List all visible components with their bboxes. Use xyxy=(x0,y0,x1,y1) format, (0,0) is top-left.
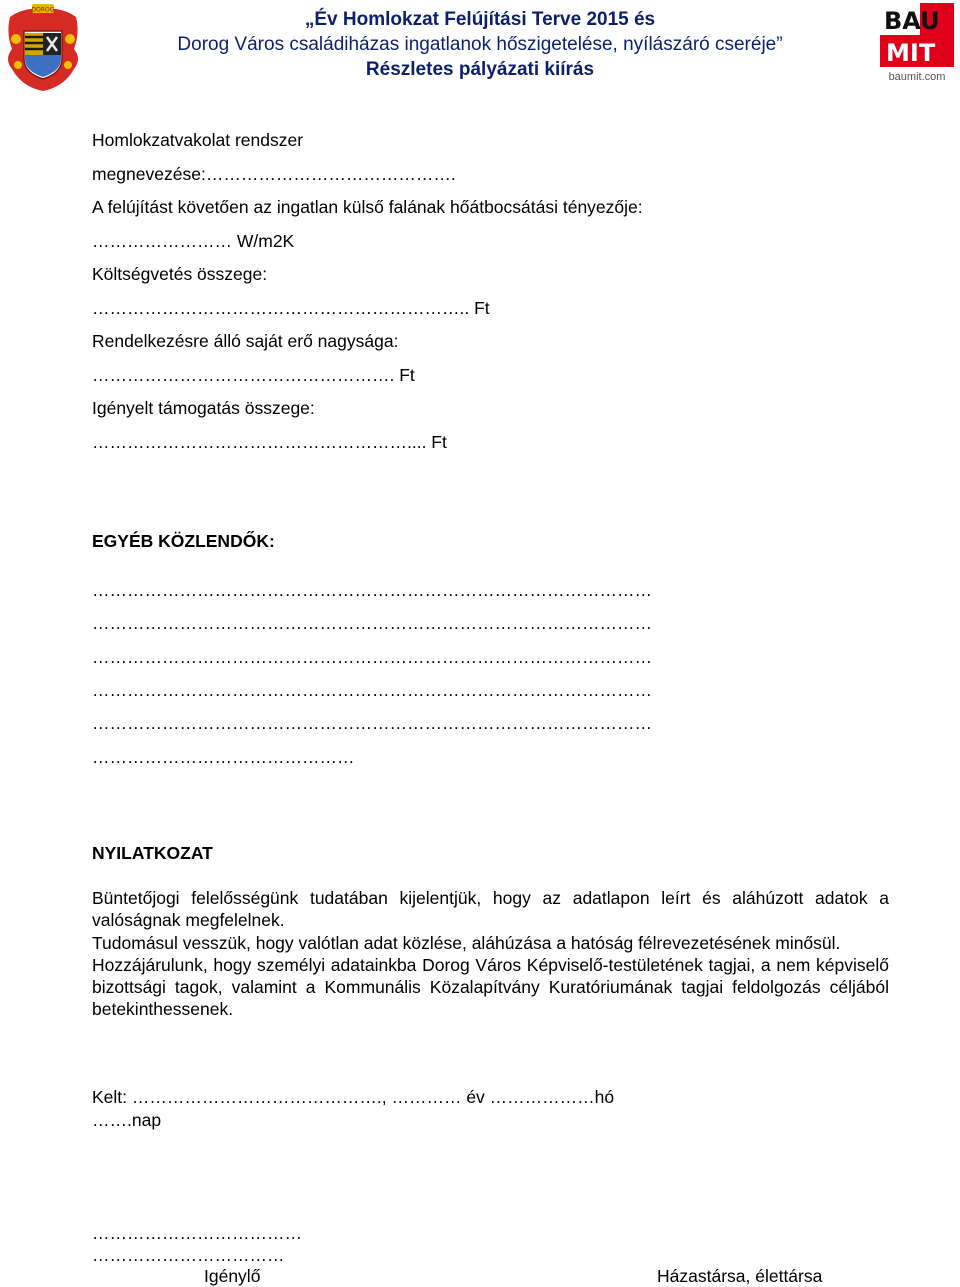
emblem-text: DOROG xyxy=(31,6,55,14)
budget-label: Költségvetés összege: xyxy=(92,264,268,284)
other-notes-line: …………………………………………………………………………………… xyxy=(92,680,652,700)
system-label: Homlokzatvakolat rendszer xyxy=(92,130,304,150)
grant-label: Igényelt támogatás összege: xyxy=(92,398,315,418)
header-title-line1: „Év Homlokzat Felújítási Terve 2015 és xyxy=(304,9,656,30)
budget-field: ……………………………………………………….. Ft xyxy=(92,298,490,318)
u-value-field: …………………… W/m2K xyxy=(92,231,295,251)
declaration-paragraph-3: Hozzájárulunk, hogy személyi adatainkba Dorog Város Képviselő-testületének tagjai, a nem képviselő bizottsági tagok, valamint a Kommunális Közalapítvány Kuratóriumának tagjai feldolgozás céljából betekinthessenek. xyxy=(92,954,889,1020)
date-line: Kelt: ……………………………………., ………… év ………………hó xyxy=(92,1087,615,1107)
spouse-label: Házastársa, élettársa xyxy=(657,1266,823,1286)
declaration-text xyxy=(92,887,889,1021)
other-notes-line: …………………………………………………………………………………… xyxy=(92,613,652,633)
name-field: megnevezése:……………………………………. xyxy=(92,164,456,184)
declaration-paragraph-1: Büntetőjogi felelősségünk tudatában kijelentjük, hogy az adatlapon leírt és aláhúzott adatok a valóságnak megfelelnek. xyxy=(92,888,889,931)
u-value-label: A felújítást követően az ingatlan külső falának hőátbocsátási tényezője: xyxy=(92,197,643,217)
other-notes-line: …………………………………………………………………………………… xyxy=(92,713,652,733)
other-notes-line: …………………………………………………………………………………… xyxy=(92,580,652,600)
header-title-line2: Dorog Város családiházas ingatlanok hőszigetelése, nyílászáró cseréje” xyxy=(177,34,783,55)
other-notes-line: …………………………………………………………………………………… xyxy=(92,647,652,667)
own-funds-field: ……………………………………………. Ft xyxy=(92,365,415,385)
other-notes-heading: EGYÉB KÖZLENDŐK: xyxy=(92,531,275,551)
own-funds-label: Rendelkezésre álló saját erő nagysága: xyxy=(92,331,399,351)
signature-line: ……………………………… xyxy=(92,1223,302,1243)
header-subtitle: Részletes pályázati kiírás xyxy=(365,59,595,80)
declaration-heading: NYILATKOZAT xyxy=(92,843,213,863)
baumit-logo xyxy=(880,3,954,83)
date-day-line: …….nap xyxy=(92,1110,162,1130)
logo-letters-bottom: MIT xyxy=(886,39,936,67)
other-notes-line: ……………………………………… xyxy=(92,747,355,767)
grant-field: ……………………………………………….... Ft xyxy=(92,432,447,452)
logo-url: baumit.com xyxy=(888,71,946,83)
applicant-label: Igénylő xyxy=(204,1266,261,1286)
signature-line: …………………………… xyxy=(92,1245,285,1265)
declaration-paragraph-2: Tudomásul vesszük, hogy valótlan adat közlése, aláhúzása a hatóság félrevezetésének minősül. xyxy=(92,932,841,953)
logo-letters-top: BAU xyxy=(884,7,940,35)
